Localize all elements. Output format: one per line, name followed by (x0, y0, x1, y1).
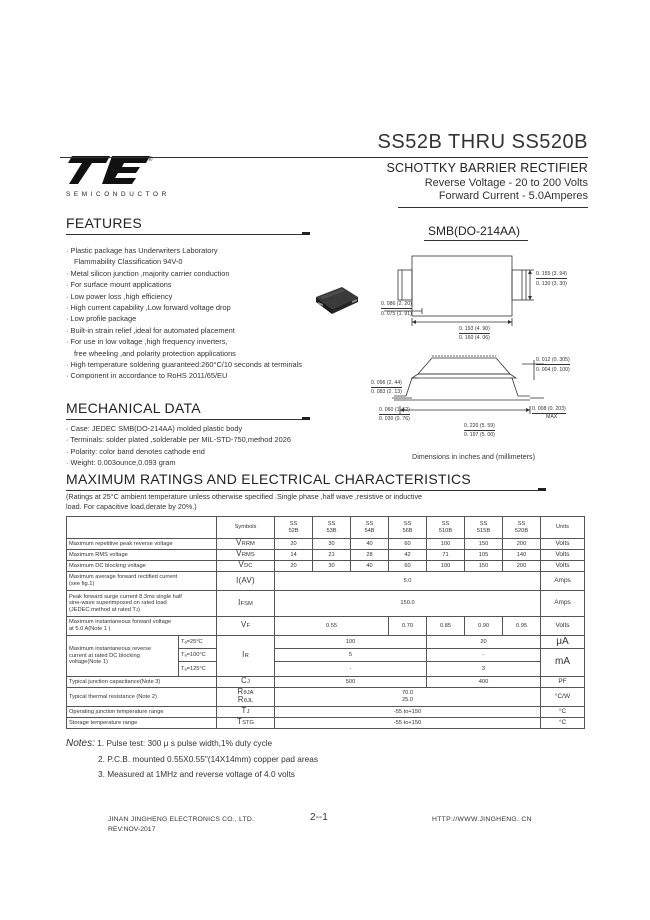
list-item: Flammability Classification 94V-0 (74, 257, 183, 267)
features-heading-tab (302, 232, 310, 235)
table-row: Peak forward surge current 8.3ms single half sine-wave superimposed on rated load (JEDEC method at rated TJ) IFSM 150.0 Amps (67, 591, 585, 617)
table-row: Operating junction temperature range TJ -55 to+150 °C (67, 707, 585, 718)
list-item: · Weight: 0.003ounce,0.093 gram (66, 458, 176, 468)
table-row: Maximum RMS voltage VRMS 14 21 28 42 71 105 140 Volts (67, 550, 585, 561)
dim-label: 0. 060 (1. 52) (379, 407, 410, 413)
dim-label: 0. 155 (3. 94) (536, 271, 567, 277)
ratings-conditions-line: load. For capacitive load,derate by 20%.) (66, 501, 197, 511)
footer-revision: REV:NOV-2017 (108, 826, 156, 833)
reverse-voltage-spec: Reverse Voltage - 20 to 200 Volts (424, 177, 588, 189)
mechanical-heading-tab (302, 417, 310, 420)
page-number: 2--1 (310, 812, 328, 823)
dim-label: 0. 086 (2. 20) (381, 301, 412, 307)
ratings-table (66, 516, 585, 729)
dim-label: 0. 008 (0. 203) (532, 406, 566, 412)
dim-label: 0. 083 (2. 13) (371, 389, 402, 395)
list-item: · For use in low voltage ,high frequency inverters, (66, 337, 228, 347)
list-item: · Terminals: solder plated ,solderable per MIL-STD-750,method 2026 (66, 435, 291, 445)
subtitle-divider (398, 207, 588, 208)
table-header-row (67, 517, 585, 539)
header-symbols: Symbols (217, 517, 275, 539)
dim-label: 0. 220 (5. 59) (464, 423, 495, 429)
table-row: Tₐ=125°C - 3 (67, 662, 585, 677)
footer-url: HTTP://WWW.JINGHENG. CN (432, 816, 532, 823)
product-subtitle: SCHOTTKY BARRIER RECTIFIER (386, 161, 588, 175)
ratings-heading-tab (538, 488, 546, 491)
list-item: · Case: JEDEC SMB(DO-214AA) molded plastic body (66, 424, 243, 433)
table-row: Typical junction capacitance(Note 3) CJ 500 400 PF (67, 677, 585, 688)
dim-label: 0. 004 (0. 100) (536, 367, 570, 373)
page-title: SS52B THRU SS520B (377, 131, 588, 153)
mechanical-heading: MECHANICAL DATA (66, 400, 201, 416)
component-photo (312, 283, 360, 317)
footer-company: JINAN JINGHENG ELECTRONICS CO., LTD. (108, 816, 255, 823)
dim-label: 0. 075 (1. 91) (381, 311, 412, 317)
list-item: · Metal silicon junction ,majority carrier conduction (66, 268, 230, 278)
list-item: · Low power loss ,high efficiency (66, 291, 173, 301)
header-units: Units (541, 517, 585, 539)
header-part: SS 520B (503, 517, 541, 539)
features-list (66, 245, 302, 382)
title-divider (60, 157, 588, 158)
list-item: · Component in accordance to RoHS 2011/65/EU (66, 371, 228, 381)
table-row: Maximum DC blocking voltage VDC 20 30 40 60 100 150 200 Volts (67, 561, 585, 572)
dim-label: 0. 012 (0. 305) (536, 357, 570, 363)
dim-label: 0. 030 (0. 76) (379, 416, 410, 422)
notes-label: Notes: (66, 738, 95, 749)
note-item: 2. P.C.B. mounted 0.55X0.55"(14X14mm) copper pad areas (98, 754, 319, 764)
logo-wordmark: SEMICONDUCTOR (66, 191, 170, 198)
ratings-heading-rule (66, 490, 538, 491)
registered-mark: ® (148, 157, 153, 163)
list-item: · Plastic package has Underwriters Laboratory (66, 246, 218, 255)
ratings-conditions-line: (Ratings at 25°C ambient temperature unless otherwise specified .Single phase ,half wave ,resistive or inductive (66, 492, 423, 501)
dim-label: 0. 197 (5. 00) (464, 432, 495, 438)
header-part: SS 54B (351, 517, 389, 539)
table-row: Tₐ=100°C 5 - mA (67, 649, 585, 662)
mechanical-heading-rule (66, 419, 302, 420)
header-part: SS 52B (275, 517, 313, 539)
forward-current-spec: Forward Current - 5.0Amperes (438, 190, 588, 202)
table-row: Maximum repetitive peak reverse voltage VRRM 20 30 40 60 100 150 200 Volts (67, 539, 585, 550)
table-row: Maximum instantaneous forward voltage at 5.0 A(Note 1 ) VF 0.55 0.70 0.85 0.90 0.95 Volts (67, 617, 585, 636)
header-part: SS 515B (465, 517, 503, 539)
dim-label: 0. 193 (4. 90) (459, 326, 490, 332)
features-heading: FEATURES (66, 215, 143, 231)
package-name: SMB(DO-214AA) (428, 224, 521, 238)
list-item: free wheeling ,and polarity protection applications (74, 348, 236, 358)
table-row: Storage temperature range TSTG -55 to+150 °C (67, 718, 585, 729)
dim-label: 0. 130 (3. 30) (536, 281, 567, 287)
features-heading-rule (66, 234, 302, 235)
header-part: SS 56B (389, 517, 427, 539)
header-part: SS 53B (313, 517, 351, 539)
list-item: · Polarity: color band denotes cathode end (66, 446, 205, 456)
dim-label: MAX (546, 414, 558, 420)
table-row: Maximum average forward rectified current (see fig.1) I(AV) 5.0 Amps (67, 572, 585, 591)
dim-label: 0. 160 (4. 06) (459, 335, 490, 341)
list-item: · High temperature soldering guaranteed:260°C/10 seconds at terminals (66, 360, 302, 370)
table-row: Typical thermal resistance (Note 2) RθJA RθJL 70.0 25.0 °C/W (67, 688, 585, 707)
note-item: 1. Pulse test: 300 μ s pulse width,1% duty cycle (97, 738, 273, 748)
ratings-conditions (66, 492, 536, 511)
dim-label: 0. 096 (2. 44) (371, 380, 402, 386)
mechanical-list (66, 423, 291, 469)
dimensions-note: Dimensions in inches and (millimeters) (412, 452, 536, 461)
list-item: · For surface mount applications (66, 280, 172, 290)
list-item: · Built-in strain relief ,ideal for automated placement (66, 325, 235, 335)
package-name-underline (424, 240, 528, 241)
table-row: Maximum instantaneous reverse current at rated DC blocking voltage(Note 1) Tₐ=25°C IR 100 20 μA (67, 636, 585, 649)
ratings-heading: MAXIMUM RATINGS AND ELECTRICAL CHARACTERISTICS (66, 471, 472, 487)
list-item: · Low profile package (66, 314, 137, 324)
note-item: 3. Measured at 1MHz and reverse voltage of 4.0 volts (98, 769, 295, 779)
header-part: SS 510B (427, 517, 465, 539)
list-item: · High current capability ,Low forward voltage drop (66, 303, 231, 313)
